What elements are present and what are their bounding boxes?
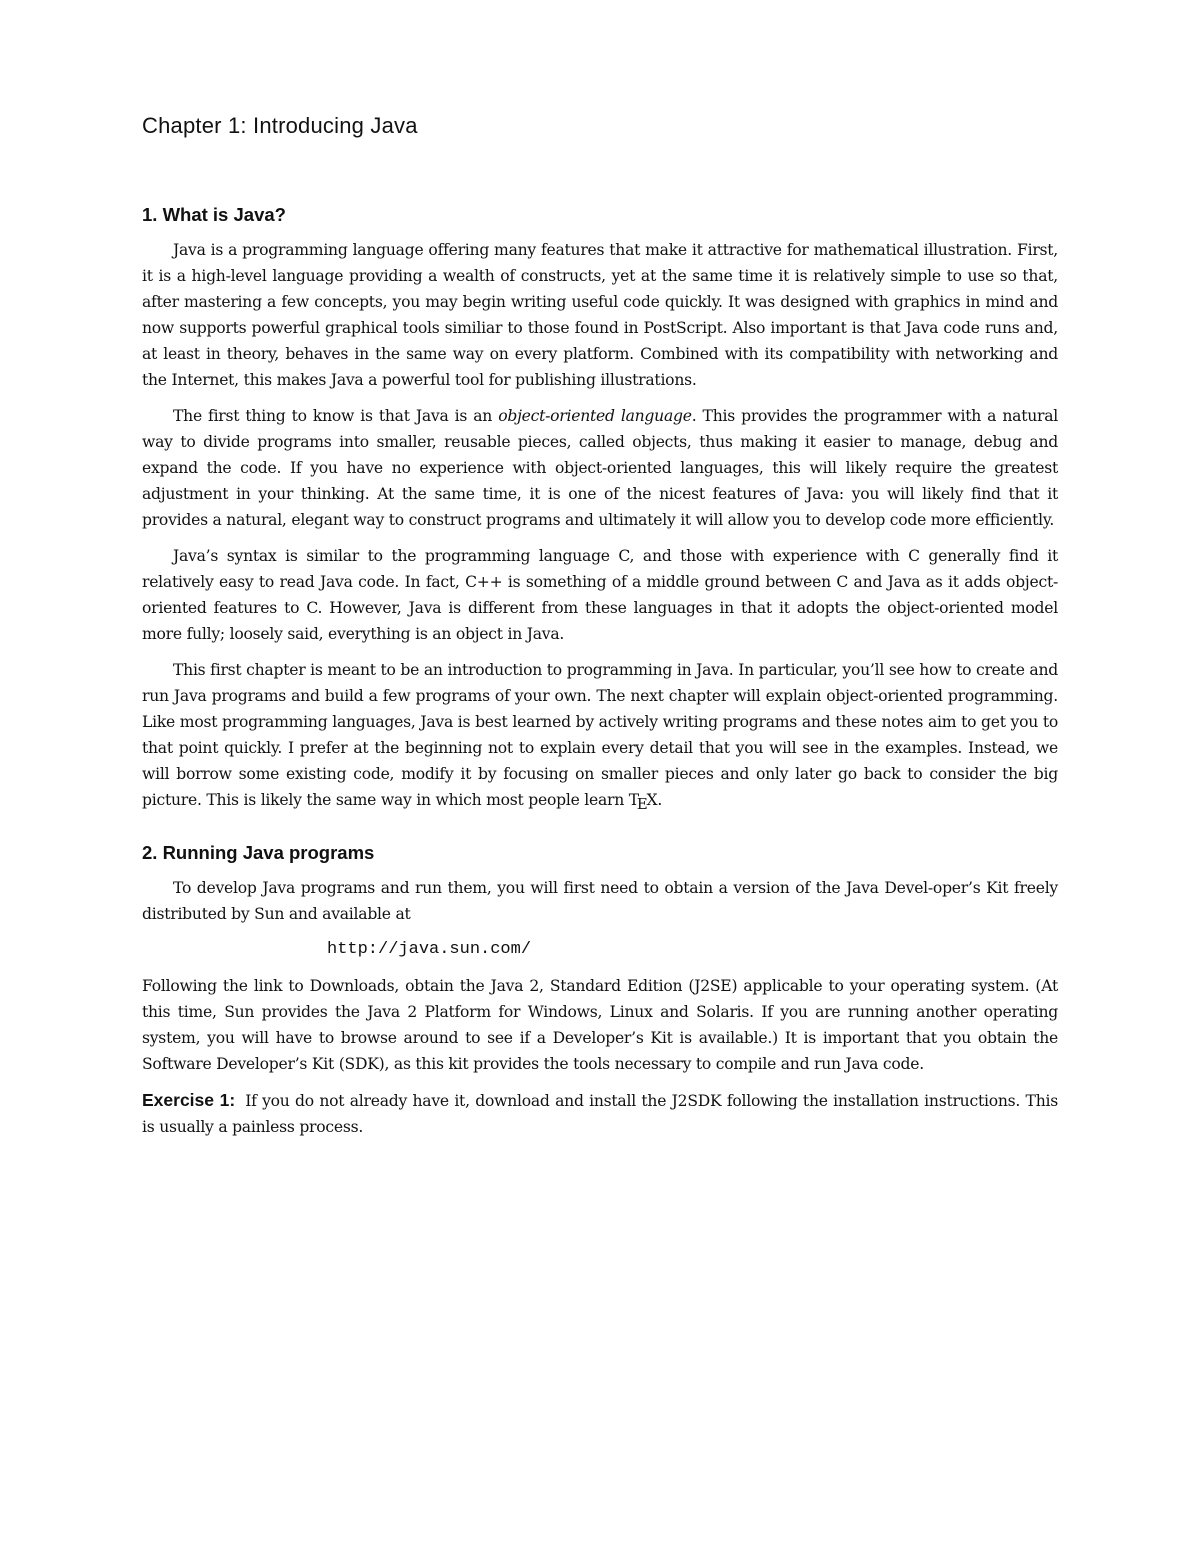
- section-heading: 2. Running Java programs: [142, 841, 375, 863]
- paragraph: To develop Java programs and run them, you will first need to obtain a version of the Java Devel-oper’s Kit freely distributed by Sun and available at: [142, 878, 1058, 923]
- paragraph: [142, 403, 1058, 533]
- document-page: [142, 112, 1058, 1140]
- section-what-is-java: [142, 203, 1058, 814]
- paragraph: Java is a programming language offering many features that make it attractive for mathematical illustration. First, it is a high-level language providing a wealth of constructs, yet at the same time it is relatively simple to use so that, after mastering a few concepts, you may begin writing useful code quickly. It was designed with graphics in mind and now supports powerful graphical tools similiar to those found in PostScript. Also important is that Java code runs and, at least in theory, behaves in the same way on every platform. Combined with its compatibility with networking and the Internet, this makes Java a powerful tool for publishing illustrations.: [142, 240, 1058, 389]
- exercise-text: If you do not already have it, download and install the J2SDK following the installation instructions. This is usually a painless process.: [142, 1091, 1058, 1136]
- section-running-java-programs: [142, 841, 1058, 1140]
- paragraph-text: This first chapter is meant to be an introduction to programming in Java. In particular, you’ll see how to create and run Java programs and build a few programs of your own. The next chapter will explain object-oriented programming. Like most programming languages, Java is best learned by actively writing programs and these notes aim to get you to that point quickly. I prefer at the beginning not to explain every detail that you will see in the examples. Instead, we will borrow some existing code, modify it by focusing on smaller pieces and only later go back to consider the big picture. This is likely the same way in which most people learn: [142, 660, 1058, 809]
- section-heading: 1. What is Java?: [142, 203, 286, 225]
- paragraph-text: The first thing to know is that Java is an: [173, 406, 499, 425]
- emphasis-term: object-oriented language: [498, 406, 692, 425]
- exercise-label: Exercise 1:: [142, 1089, 236, 1110]
- paragraph-text: . This provides the programmer with a natural way to divide programs into smaller, reusable pieces, called objects, thus making it easier to manage, debug and expand the code. If you have no experience with object-oriented languages, this will likely require the greatest adjustment in your thinking. At the same time, it is one of the nicest features of Java: you will likely find that it provides a natural, elegant way to construct programs and ultimately it will allow you to develop code more efficiently.: [142, 406, 1058, 529]
- download-url[interactable]: http://java.sun.com/: [327, 939, 532, 959]
- exercise: [142, 1087, 1058, 1140]
- paragraph: Java’s syntax is similar to the programming language C, and those with experience with C generally find it relatively easy to read Java code. In fact, C++ is something of a middle ground between C and Java as it adds object-oriented features to C. However, Java is different from these languages in that it adopts the object-oriented model more fully; loosely said, everything is an object in Java.: [142, 546, 1058, 643]
- paragraph-text: .: [657, 790, 663, 809]
- tex-logo: TEX: [628, 790, 658, 813]
- chapter-title: Chapter 1: Introducing Java: [142, 113, 418, 138]
- paragraph: Following the link to Downloads, obtain the Java 2, Standard Edition (J2SE) applicable to your operating system. (At this time, Sun provides the Java 2 Platform for Windows, Linux and Solaris. If you are running another operating system, you will have to browse around to see if a Developer’s Kit is available.) It is important that you obtain the Software Developer’s Kit (SDK), as this kit provides the tools necessary to compile and run Java code.: [142, 976, 1058, 1073]
- paragraph: [142, 657, 1058, 814]
